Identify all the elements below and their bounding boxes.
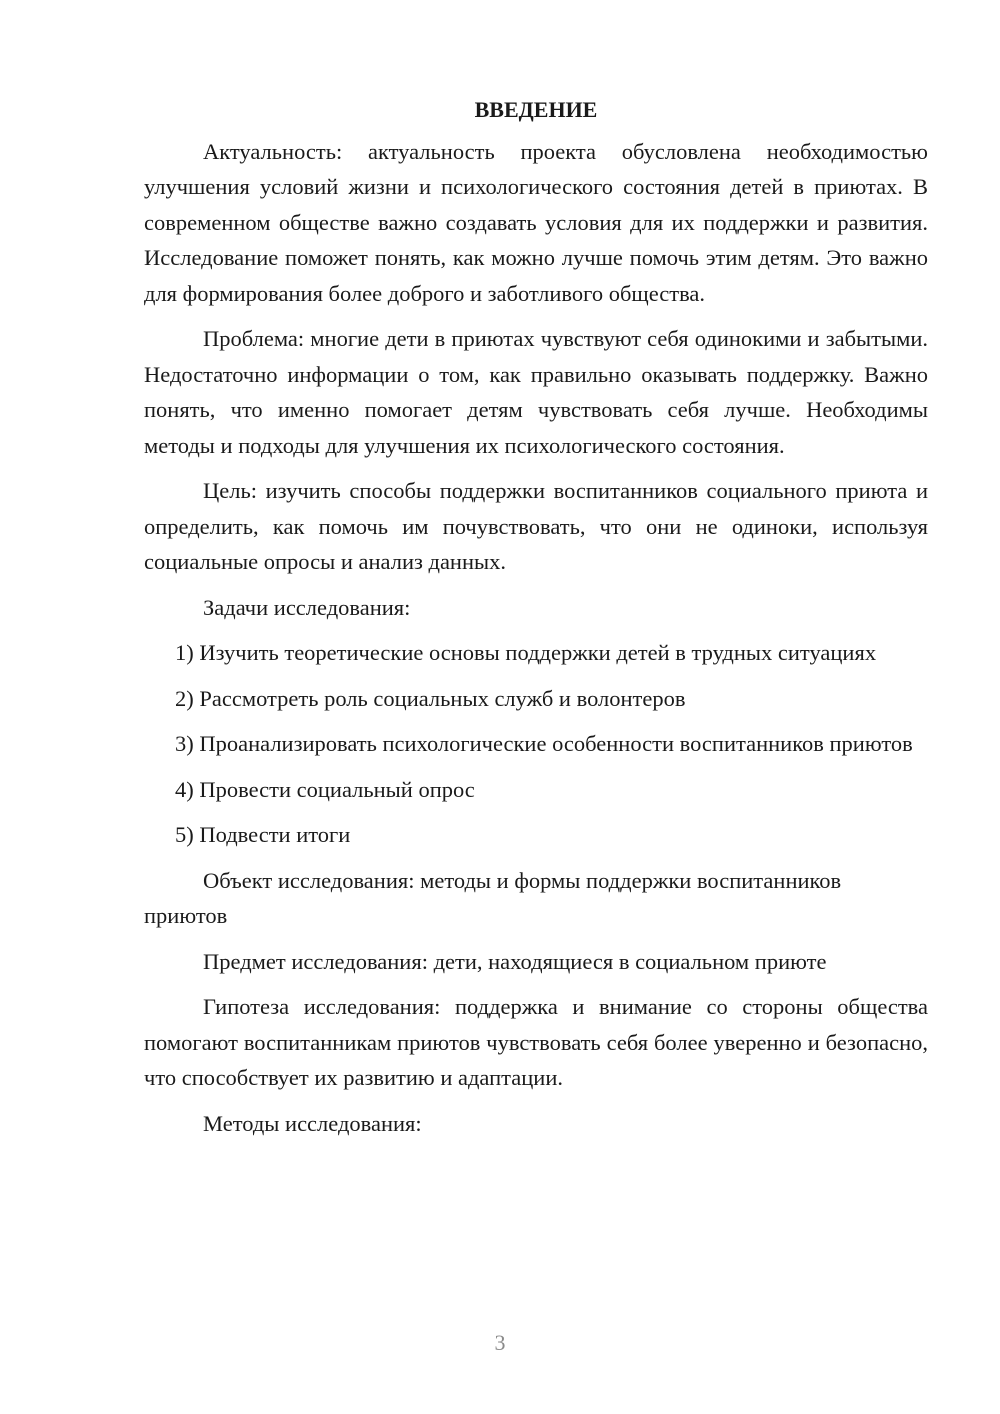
hypothesis-paragraph: Гипотеза исследования: поддержка и внимание со стороны общества помогают воспитанникам приютов чувствовать себя более уверенно и безопасно, что способствует их развитию и адаптации.: [144, 994, 928, 1090]
relevance-paragraph: Актуальность: актуальность проекта обусловлена необходимостью улучшения условий жизни и психологического состояния детей в приютах. В современном обществе важно создавать условия для их поддержки и развития. Исследование поможет понять, как можно лучше помочь этим детям. Это важно для формирования более доброго и заботливого общества.: [144, 138, 928, 306]
page-number: 3: [494, 1330, 506, 1355]
tasks-heading: Задачи исследования:: [203, 594, 411, 620]
task-item-1: 1) Изучить теоретические основы поддержки детей в трудных ситуациях: [175, 640, 877, 665]
task-item-5: 5) Подвести итоги: [175, 822, 351, 847]
section-title: ВВЕДЕНИЕ: [474, 97, 598, 122]
task-item-4: 4) Провести социальный опрос: [175, 776, 475, 802]
object-paragraph: Объект исследования: методы и формы поддержки воспитанников приютов: [144, 867, 842, 928]
subject-paragraph: Предмет исследования: дети, находящиеся в социальном приюте: [203, 948, 827, 974]
document-page: [144, 92, 928, 1151]
problem-paragraph: Проблема: многие дети в приютах чувствуют себя одинокими и забытыми. Недостаточно информации о том, как правильно оказывать поддержку. Важно понять, что именно помогает детям чувствовать себя лучше. Необходимы методы и подходы для улучшения их психологического состояния.: [144, 326, 928, 458]
task-item-3: 3) Проанализировать психологические особенности воспитанников приютов: [175, 731, 913, 756]
goal-paragraph: Цель: изучить способы поддержки воспитанников социального приюта и определить, как помочь им почувствовать, что они не одиноки, используя социальные опросы и анализ данных.: [144, 478, 928, 574]
task-item-2: 2) Рассмотреть роль социальных служб и волонтеров: [175, 685, 686, 711]
methods-heading: Методы исследования:: [203, 1110, 422, 1136]
